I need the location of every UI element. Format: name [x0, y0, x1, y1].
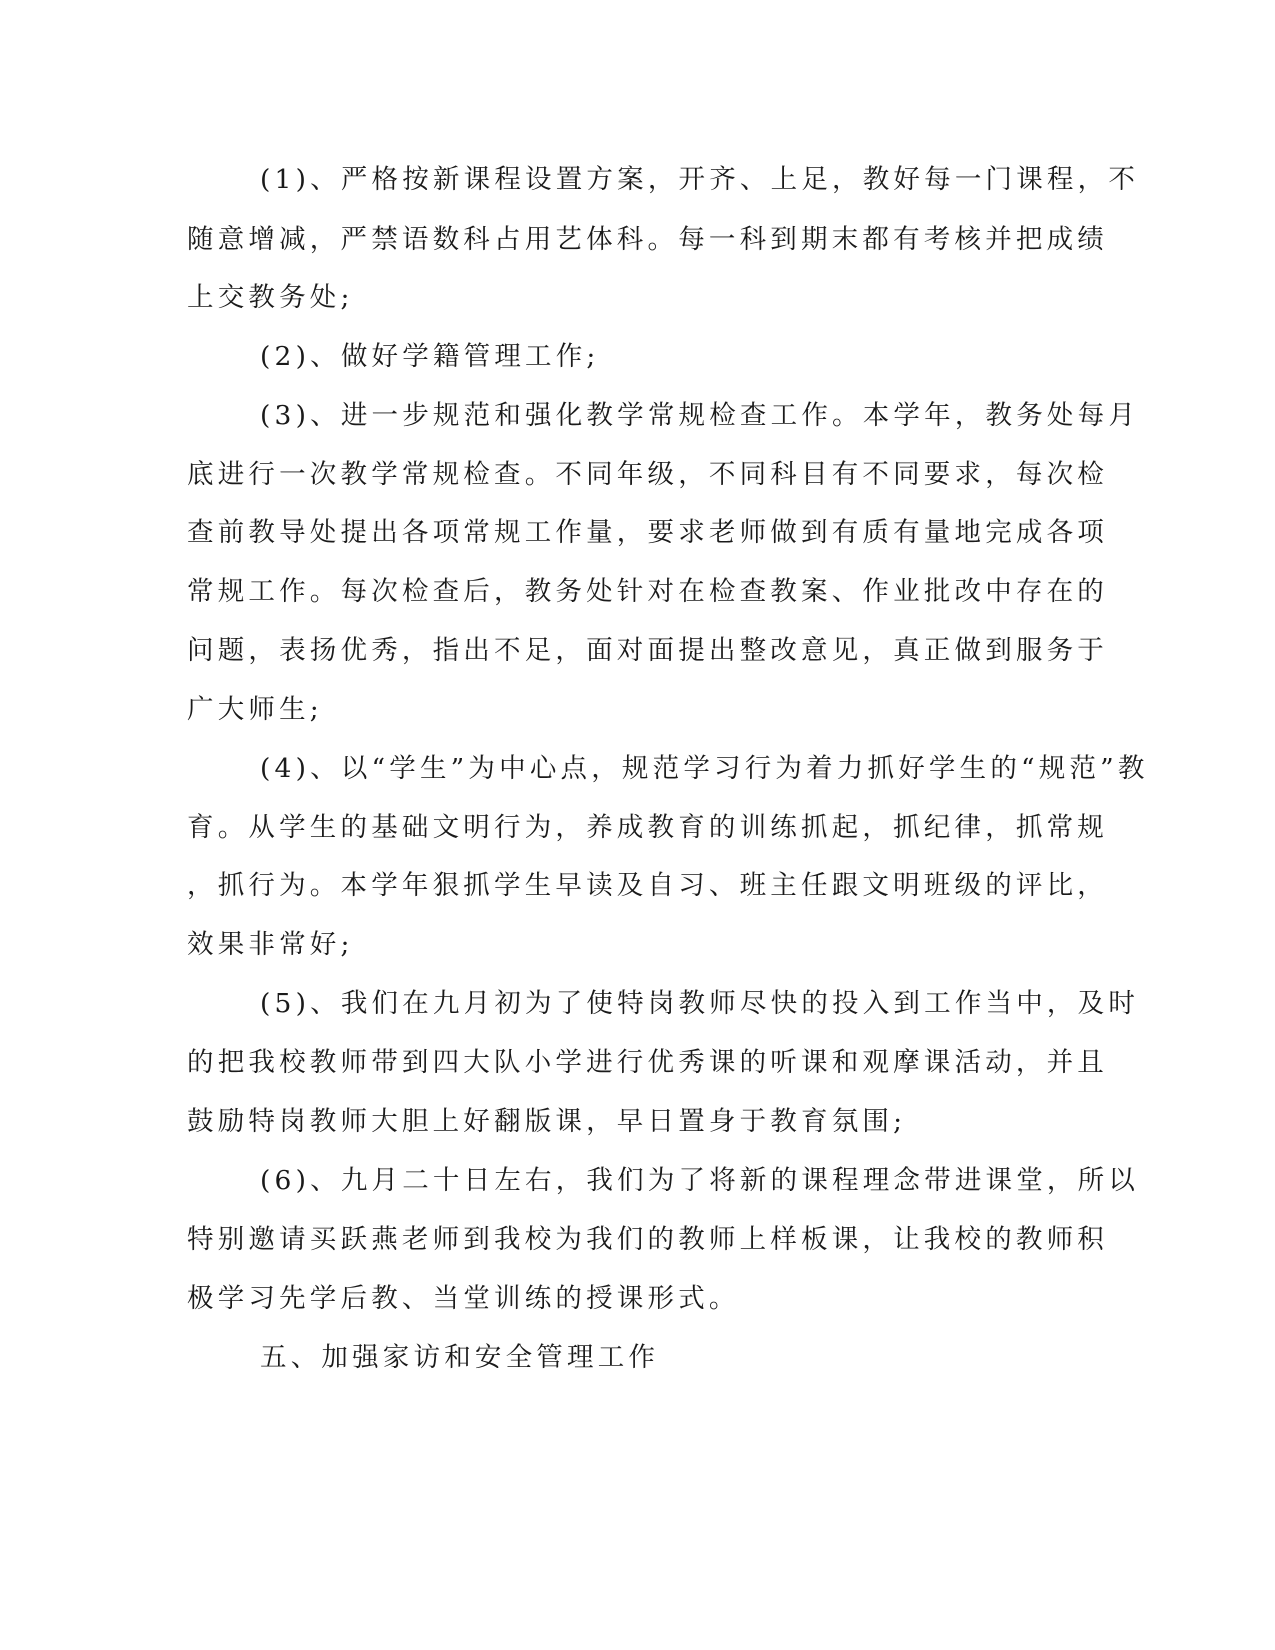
paragraph-6-line-2: 特别邀请买跃燕老师到我校为我们的教师上样板课，让我校的教师积 — [187, 1224, 1108, 1255]
paragraph-5-line-2: 的把我校教师带到四大队小学进行优秀课的听课和观摩课活动，并且 — [187, 1047, 1108, 1078]
paragraph-4-line-4: 效果非常好; — [187, 929, 354, 960]
paragraph-3-line-2: 底进行一次教学常规检查。不同年级，不同科目有不同要求，每次检 — [187, 459, 1108, 490]
paragraph-6-line-3: 极学习先学后教、当堂训练的授课形式。 — [187, 1283, 740, 1314]
paragraph-1-line-2: 随意增减，严禁语数科占用艺体科。每一科到期末都有考核并把成绩 — [187, 224, 1108, 255]
paragraph-3-line-5: 问题，表扬优秀，指出不足，面对面提出整改意见，真正做到服务于 — [187, 635, 1108, 666]
paragraph-3-line-6: 广大师生; — [187, 694, 323, 725]
paragraph-2-line-1: (2)、做好学籍管理工作; — [260, 341, 600, 372]
paragraph-4-line-3: ，抓行为。本学年狠抓学生早读及自习、班主任跟文明班级的评比， — [187, 870, 1108, 901]
paragraph-3-line-3: 查前教导处提出各项常规工作量，要求老师做到有质有量地完成各项 — [187, 517, 1108, 548]
paragraph-1-line-3: 上交教务处; — [187, 282, 354, 313]
paragraph-6-line-1: (6)、九月二十日左右，我们为了将新的课程理念带进课堂，所以 — [260, 1165, 1140, 1196]
paragraph-4-line-1: (4)、以“学生”为中心点，规范学习行为着力抓好学生的“规范”教 — [260, 753, 1149, 784]
paragraph-5-line-1: (5)、我们在九月初为了使特岗教师尽快的投入到工作当中，及时 — [260, 988, 1140, 1019]
paragraph-1-line-1: (1)、严格按新课程设置方案，开齐、上足，教好每一门课程，不 — [260, 164, 1140, 195]
section-heading: 五、加强家访和安全管理工作 — [260, 1342, 660, 1373]
paragraph-5-line-3: 鼓励特岗教师大胆上好翻版课，早日置身于教育氛围; — [187, 1106, 907, 1137]
paragraph-4-line-2: 育。从学生的基础文明行为，养成教育的训练抓起，抓纪律，抓常规 — [187, 812, 1108, 843]
paragraph-3-line-4: 常规工作。每次检查后，教务处针对在检查教案、作业批改中存在的 — [187, 576, 1108, 607]
paragraph-3-line-1: (3)、进一步规范和强化教学常规检查工作。本学年，教务处每月 — [260, 400, 1140, 431]
